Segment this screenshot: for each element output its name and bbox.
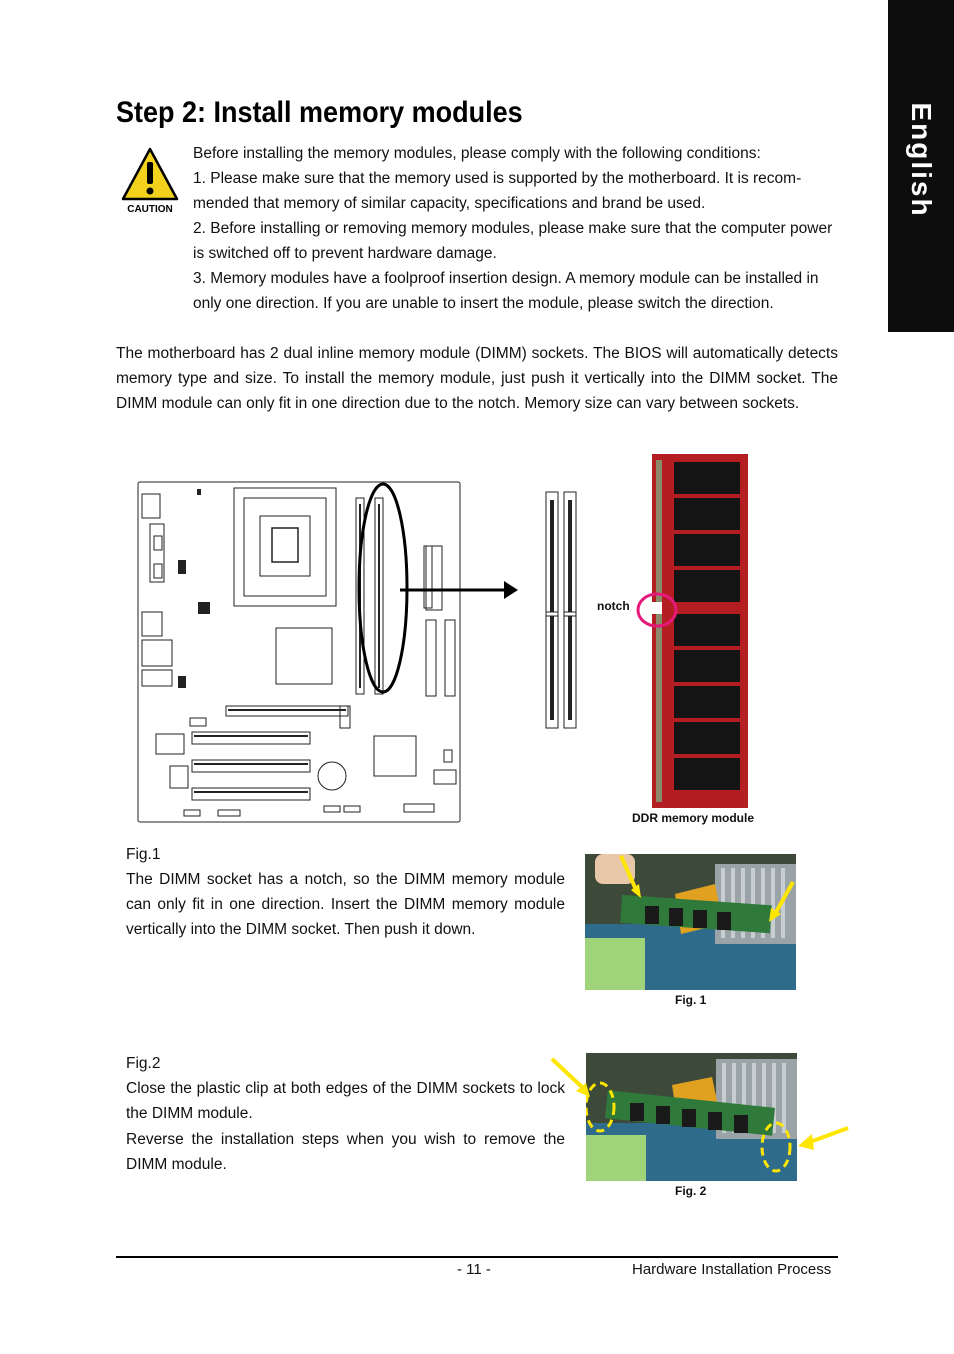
notch-highlight-circle bbox=[635, 590, 679, 630]
fig2-heading: Fig.2 bbox=[126, 1055, 161, 1072]
page-number: - 11 - bbox=[457, 1261, 491, 1278]
motherboard-diagram bbox=[128, 480, 462, 824]
language-tab-label: English bbox=[906, 102, 937, 218]
fig2-caption: Fig. 2 bbox=[675, 1184, 707, 1198]
notch-label: notch bbox=[597, 599, 630, 613]
caution-conditions bbox=[193, 141, 838, 316]
caution-icon bbox=[120, 146, 180, 216]
language-tab bbox=[888, 0, 954, 332]
caution-line: Before installing the memory modules, please comply with the following conditions: bbox=[193, 145, 761, 162]
fig2-right-arrow-icon bbox=[796, 1122, 850, 1152]
fig1-heading: Fig.1 bbox=[126, 846, 161, 863]
fig1-description bbox=[126, 842, 565, 942]
fig2-left-arrow-icon bbox=[548, 1055, 592, 1099]
module-caption: DDR memory module bbox=[632, 811, 755, 825]
ddr-memory-module-image bbox=[650, 452, 750, 810]
intro-paragraph: The motherboard has 2 dual inline memory module (DIMM) sockets. The BIOS will automatically detects memory type and size. To install the memory module, just push it vertically into the DIMM socket. The DIMM module can only fit in one direction due to the notch. Memory size can vary between sockets. bbox=[116, 345, 838, 412]
fig1-caption: Fig. 1 bbox=[675, 993, 707, 1007]
fig1-text: The DIMM socket has a notch, so the DIMM memory module can only fit in one direction. Insert the DIMM memory module vertically into the DIMM socket. Then push it down. bbox=[126, 871, 565, 938]
page-title: Step 2: Install memory modules bbox=[116, 96, 523, 129]
caution-line: 2. Before installing or removing memory modules, please make sure that the computer power is switched off to prevent hardware damage. bbox=[193, 220, 833, 262]
footer-rule bbox=[116, 1256, 838, 1258]
dimm-socket-diagram bbox=[544, 490, 578, 730]
fig1-photo bbox=[585, 854, 796, 990]
caution-line: 1. Please make sure that the memory used is supported by the motherboard. It is recom- mended that memory of similar capacity, specifications and brand be used. bbox=[193, 170, 802, 212]
caution-line: 3. Memory modules have a foolproof insertion design. A memory module can be installed in only one direction. If you are unable to insert the module, please switch the direction. bbox=[193, 270, 819, 312]
fig2-text-2: Reverse the installation steps when you wish to remove the DIMM module. bbox=[126, 1131, 565, 1173]
fig2-text-1: Close the plastic clip at both edges of the DIMM sockets to lock the DIMM module. bbox=[126, 1080, 565, 1122]
caution-icon-label: CAUTION bbox=[127, 204, 173, 215]
fig2-description bbox=[126, 1051, 565, 1177]
footer-section-title: Hardware Installation Process bbox=[632, 1261, 832, 1278]
fig2-photo bbox=[586, 1053, 797, 1181]
arrow-icon bbox=[400, 578, 520, 602]
